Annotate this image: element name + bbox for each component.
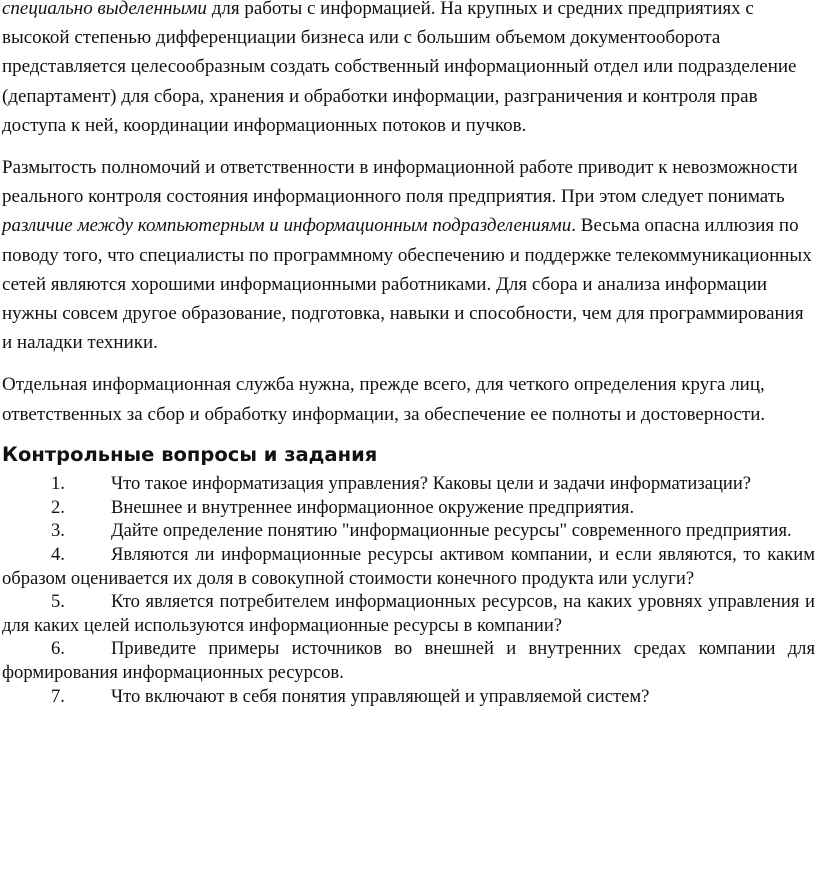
question-text: Кто является потребителем информационных ресурсов, на каких уровнях управления и для каких целей используются информационные ресурсы в компании? bbox=[2, 591, 815, 636]
paragraph-text: . Весьма опасна иллюзия по поводу того, что специалисты по программному обеспечению и поддержке телекоммуникационных сетей являются хорошими информационными работниками. Для сбора и анализа информации нужны совсем другое образование, подготовка, навыки и способности, чем для программирования и наладки техники. bbox=[2, 215, 812, 354]
paragraph-info-service bbox=[0, 370, 816, 428]
question-item bbox=[0, 519, 816, 542]
question-item bbox=[0, 472, 816, 495]
paragraph-italic-phrase: специально выделенными bbox=[2, 0, 207, 19]
question-item bbox=[0, 685, 816, 708]
question-number: 4. bbox=[51, 544, 65, 566]
question-item bbox=[0, 637, 816, 684]
question-item bbox=[0, 496, 816, 519]
question-text: Приведите примеры источников во внешней и внутренних средах компании для формирования информационных ресурсов. bbox=[2, 638, 815, 683]
paragraph-text: Размытость полномочий и ответственности в информационной работе приводит к невозможности реального контроля состояния информационного поля предприятия. При этом следует понимать bbox=[2, 157, 798, 208]
question-item bbox=[0, 590, 816, 637]
paragraph-departments bbox=[0, 0, 816, 140]
paragraph-responsibility bbox=[0, 153, 816, 357]
paragraph-italic-phrase: различие между компьютерным и информационным подразделениями bbox=[2, 215, 572, 237]
question-item bbox=[0, 543, 816, 590]
question-text: Что такое информатизация управления? Каковы цели и задачи информатизации? bbox=[111, 472, 752, 494]
question-text: Дайте определение понятию "информационные ресурсы" современного предприятия. bbox=[111, 520, 792, 542]
question-number: 1. bbox=[51, 472, 65, 494]
question-number: 5. bbox=[51, 591, 65, 613]
section-heading: Контрольные вопросы и задания bbox=[2, 442, 378, 466]
question-number: 2. bbox=[51, 496, 65, 518]
paragraph-text: для работы с информацией. На крупных и средних предприятиях с высокой степенью дифференциации бизнеса или с большим объемом документооборота представляется целесообразным создать собственный информационный отдел или подразделение (департамент) для сбора, хранения и обработки информации, разграничения и контроля прав доступа к ней, координации информационных потоков и пучков. bbox=[2, 0, 797, 136]
paragraph-text: Отдельная информационная служба нужна, прежде всего, для четкого определения круга лиц, ответственных за сбор и обработку информации, за обеспечение ее полноты и достоверности. bbox=[2, 374, 766, 425]
question-text: Внешнее и внутреннее информационное окружение предприятия. bbox=[111, 496, 635, 518]
question-text: Являются ли информационные ресурсы активом компании, и если являются, то каким образом оценивается их доля в совокупной стоимости конечного продукта или услуги? bbox=[2, 544, 815, 589]
question-number: 3. bbox=[51, 520, 65, 542]
question-number: 7. bbox=[51, 685, 65, 707]
questions-list bbox=[0, 472, 816, 708]
question-text: Что включают в себя понятия управляющей и управляемой систем? bbox=[111, 685, 650, 707]
question-number: 6. bbox=[51, 638, 65, 660]
